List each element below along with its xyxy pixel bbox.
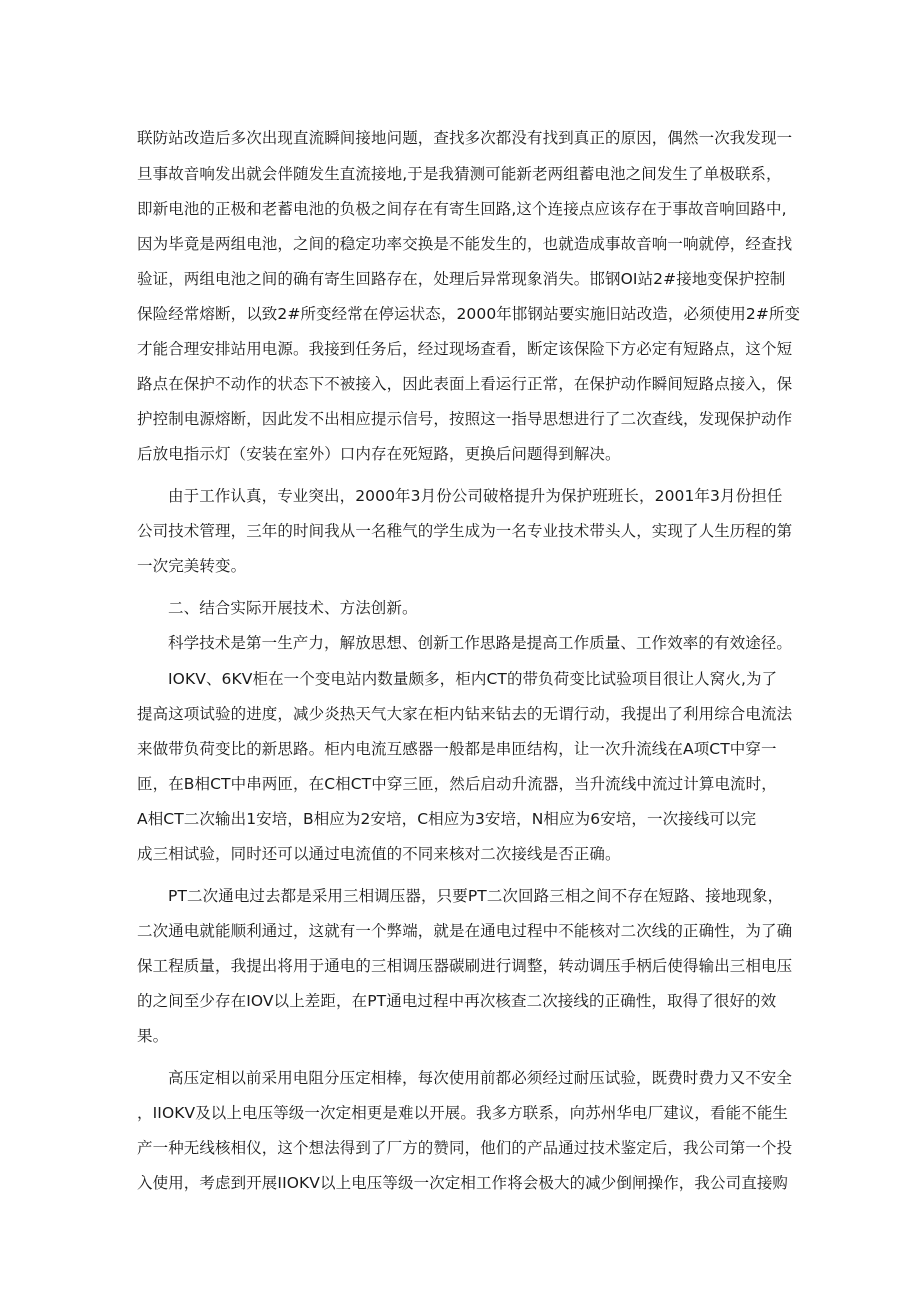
text-line: 后放电指示灯（安装在室外）口内存在死短路，更换后问题得到解决。: [137, 445, 621, 463]
text-line: 护控制电源熔断，因此发不出相应提示信号，按照这一指导思想进行了二次查线，发现保护动作: [137, 410, 793, 428]
text-line: 来做带负荷变比的新思路。柜内电流互感器一般都是串匝结构，让一次升流线在A项CT中穿一: [137, 740, 777, 758]
section-heading: 二、结合实际开展技术、方法创新。: [168, 599, 418, 617]
text-line: 路点在保护不动作的状态下不被接入，因此表面上看运行正常，在保护动作瞬间短路点接入，保: [137, 375, 793, 393]
text-line: PT二次通电过去都是采用三相调压器，只要PT二次回路三相之间不存在短路、接地现象，: [168, 887, 784, 905]
text-line: 联防站改造后多次出现直流瞬间接地问题，查找多次都没有找到真正的原因，偶然一次我发现一: [137, 129, 793, 147]
text-line: 产一种无线核相仪，这个想法得到了厂方的赞同，他们的产品通过技术鉴定后，我公司第一个投: [137, 1139, 793, 1157]
text-line: 即新电池的正极和老蓄电池的负极之间存在有寄生回路,这个连接点应该存在于事故音响回路中,: [137, 200, 787, 218]
text-line: 果。: [137, 1027, 169, 1045]
text-line: 旦事故音响发出就会伴随发生直流接地,于是我猜测可能新老两组蓄电池之间发生了单极联系，: [137, 165, 782, 183]
text-line: 由于工作认真，专业突出，2000年3月份公司破格提升为保护班班长，2001年3月份担任: [168, 487, 783, 505]
text-line: 二次通电就能顺利通过，这就有一个弊端，就是在通电过程中不能核对二次线的正确性，为了确: [137, 922, 793, 940]
text-line: 因为毕竟是两组电池，之间的稳定功率交换是不能发生的，也就造成事故音响一响就停，经查找: [137, 235, 793, 253]
text-line: 公司技术管理，三年的时间我从一名稚气的学生成为一名专业技术带头人，实现了人生历程的第: [137, 522, 793, 540]
text-line: 科学技术是第一生产力，解放思想、创新工作思路是提高工作质量、工作效率的有效途径。: [168, 634, 793, 652]
text-line: 匝，在B相CT中串两匝，在C相CT中穿三匝，然后启动升流器，当升流线中流过计算电流时，: [137, 775, 777, 793]
text-line: 保险经常熔断，以致2#所变经常在停运状态，2000年邯钢站要实施旧站改造，必须使用2#所变: [137, 305, 801, 323]
text-line: 的之间至少存在IOV以上差距，在PT通电过程中再次核查二次接线的正确性，取得了很好的效: [137, 992, 777, 1010]
text-line: A相CT二次输出1安培，B相应为2安培，C相应为3安培，N相应为6安培，一次接线可以完: [137, 810, 757, 828]
text-line: 成三相试验，同时还可以通过电流值的不同来核对二次接线是否正确。: [137, 845, 621, 863]
text-line: IOKV、6KV柜在一个变电站内数量颇多，柜内CT的带负荷变比试验项目很让人窝火,为了: [168, 670, 778, 688]
text-line: 入使用，考虑到开展IIOKV以上电压等级一次定相工作将会极大的减少倒闸操作，我公司直接购: [137, 1174, 789, 1192]
text-line: ，IIOKV及以上电压等级一次定相更是难以开展。我多方联系，向苏州华电厂建议，看能不能生: [137, 1104, 789, 1122]
text-line: 高压定相以前采用电阻分压定相棒，每次使用前都必须经过耐压试验，既费时费力又不安全: [168, 1069, 793, 1087]
text-line: 验证，两组电池之间的确有寄生回路存在，处理后异常现象消失。邯钢OI站2#接地变保护控制: [137, 270, 786, 288]
text-line: 才能合理安排站用电源。我接到任务后，经过现场查看，断定该保险下方必定有短路点，这个短: [137, 340, 793, 358]
text-line: 保工程质量，我提出将用于通电的三相调压器碳刷进行调整，转动调压手柄后使得输出三相电压: [137, 957, 793, 975]
text-line: 一次完美转变。: [137, 557, 247, 575]
text-line: 提高这项试验的进度，减少炎热天气大家在柜内钻来钻去的无谓行动，我提出了利用综合电流法: [137, 705, 793, 723]
